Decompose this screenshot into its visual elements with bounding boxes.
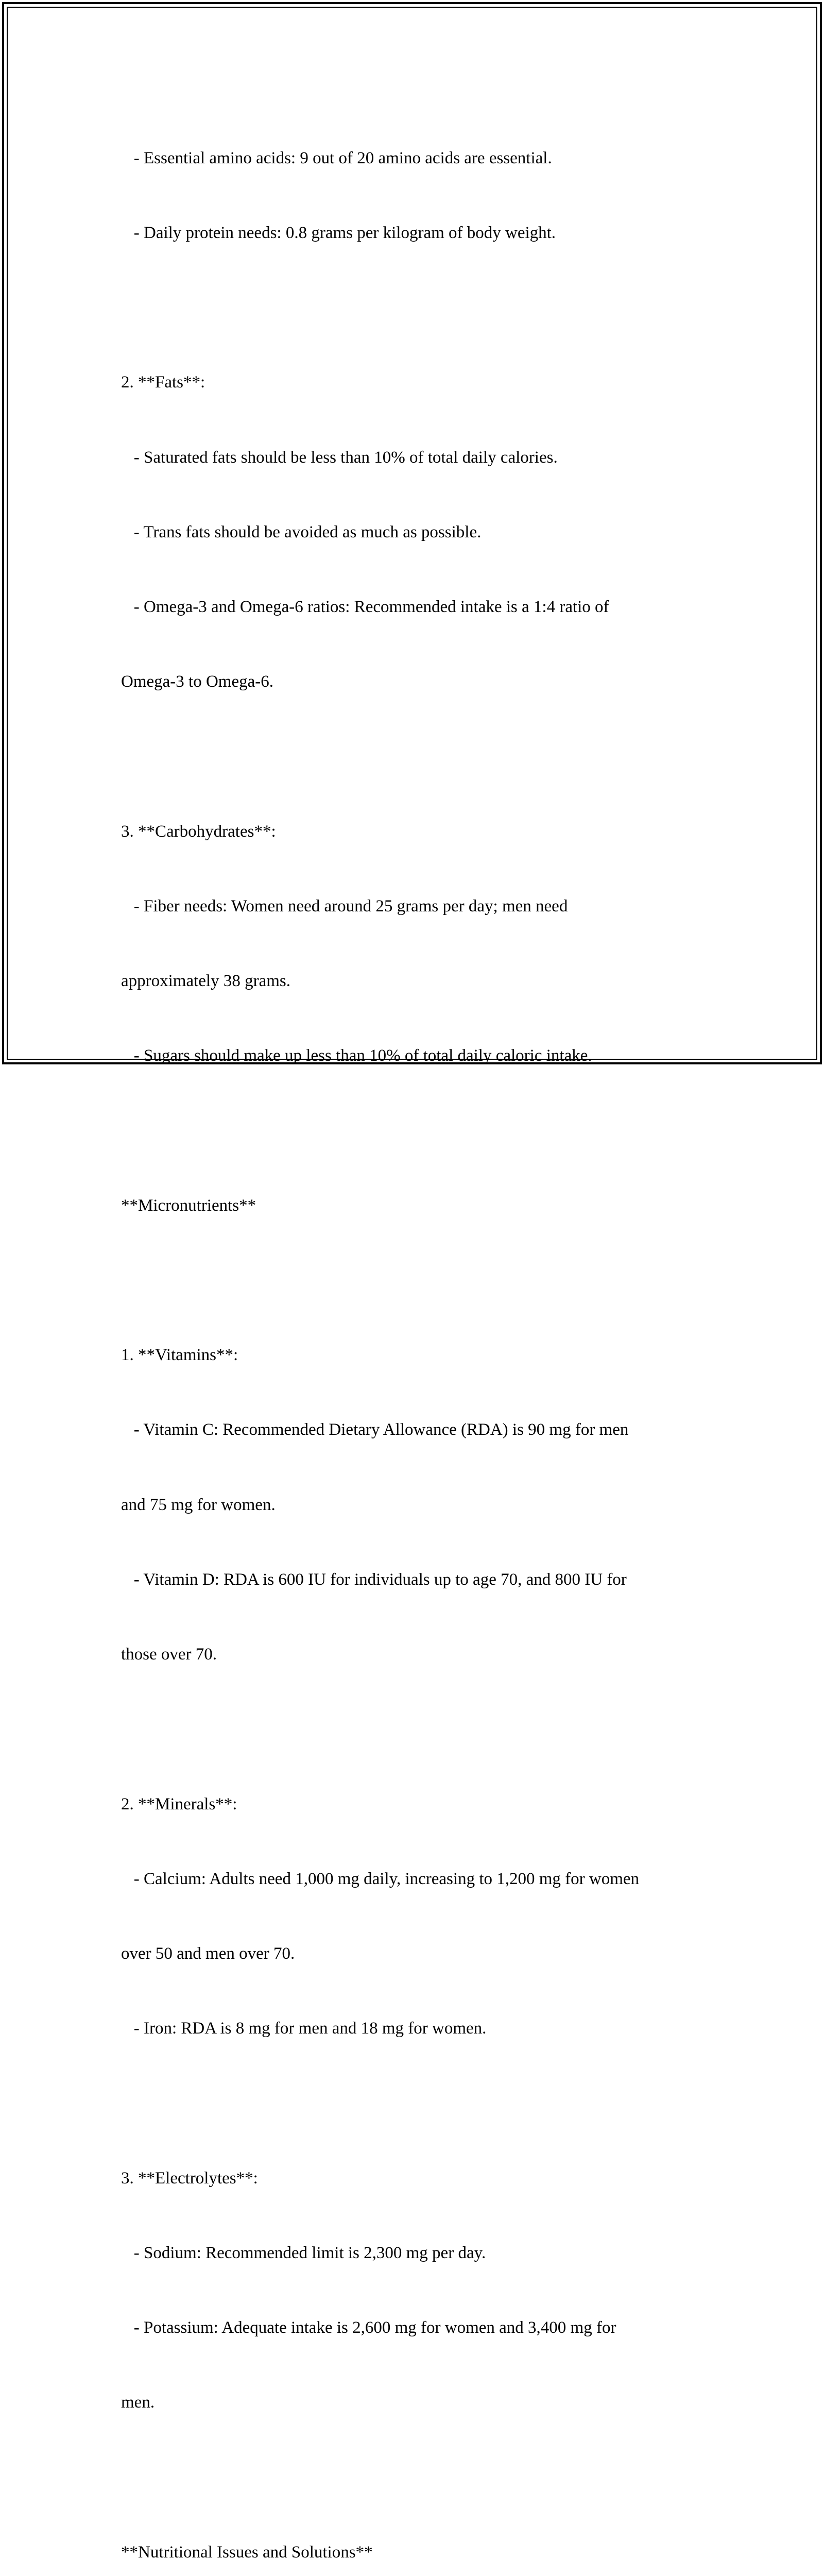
text-line: - Daily protein needs: 0.8 grams per kilogram of body weight. <box>121 224 556 243</box>
text-line: those over 70. <box>121 1645 217 1664</box>
blank-line <box>121 1268 703 1293</box>
section-heading-vitamins: 1. **Vitamins**: <box>121 1346 238 1365</box>
text-line: - Essential amino acids: 9 out of 20 amino acids are essential. <box>121 148 552 167</box>
section-heading-minerals: 2. **Minerals**: <box>121 1794 237 1814</box>
text-line: - Vitamin D: RDA is 600 IU for individuals up to age 70, and 800 IU for <box>121 1570 627 1589</box>
text-line: - Sugars should make up less than 10% of total daily caloric intake. <box>121 1046 592 1065</box>
blank-line <box>121 2091 703 2115</box>
text-line: - Saturated fats should be less than 10% of total daily calories. <box>121 448 558 467</box>
text-line: and 75 mg for women. <box>121 1495 276 1514</box>
blank-line <box>121 1118 703 1143</box>
document-body <box>121 96 703 2576</box>
text-line: approximately 38 grams. <box>121 972 291 991</box>
blank-line <box>121 1717 703 1741</box>
text-line: - Trans fats should be avoided as much as possible. <box>121 522 482 541</box>
heading-micronutrients: **Micronutrients** <box>121 1196 256 1215</box>
heading-nutritional-issues: **Nutritional Issues and Solutions** <box>121 2543 373 2562</box>
blank-line <box>121 2465 703 2490</box>
text-line: - Omega-3 and Omega-6 ratios: Recommended intake is a 1:4 ratio of <box>121 598 609 617</box>
text-line: - Sodium: Recommended limit is 2,300 mg per day. <box>121 2243 486 2262</box>
text-line: men. <box>121 2393 155 2412</box>
text-line: over 50 and men over 70. <box>121 1944 295 1963</box>
section-heading-electrolytes: 3. **Electrolytes**: <box>121 2168 258 2188</box>
text-line: - Potassium: Adequate intake is 2,600 mg for women and 3,400 mg for <box>121 2318 616 2337</box>
text-line: - Iron: RDA is 8 mg for men and 18 mg for women. <box>121 2019 487 2038</box>
blank-line <box>121 744 703 769</box>
text-line: - Fiber needs: Women need around 25 grams per day; men need <box>121 896 568 916</box>
text-line: - Calcium: Adults need 1,000 mg daily, increasing to 1,200 mg for women <box>121 1869 640 1888</box>
section-heading-fats: 2. **Fats**: <box>121 373 205 392</box>
section-heading-carbohydrates: 3. **Carbohydrates**: <box>121 822 276 841</box>
text-line: Omega-3 to Omega-6. <box>121 672 273 691</box>
text-line: - Vitamin C: Recommended Dietary Allowance (RDA) is 90 mg for men <box>121 1420 629 1439</box>
blank-line <box>121 295 703 320</box>
